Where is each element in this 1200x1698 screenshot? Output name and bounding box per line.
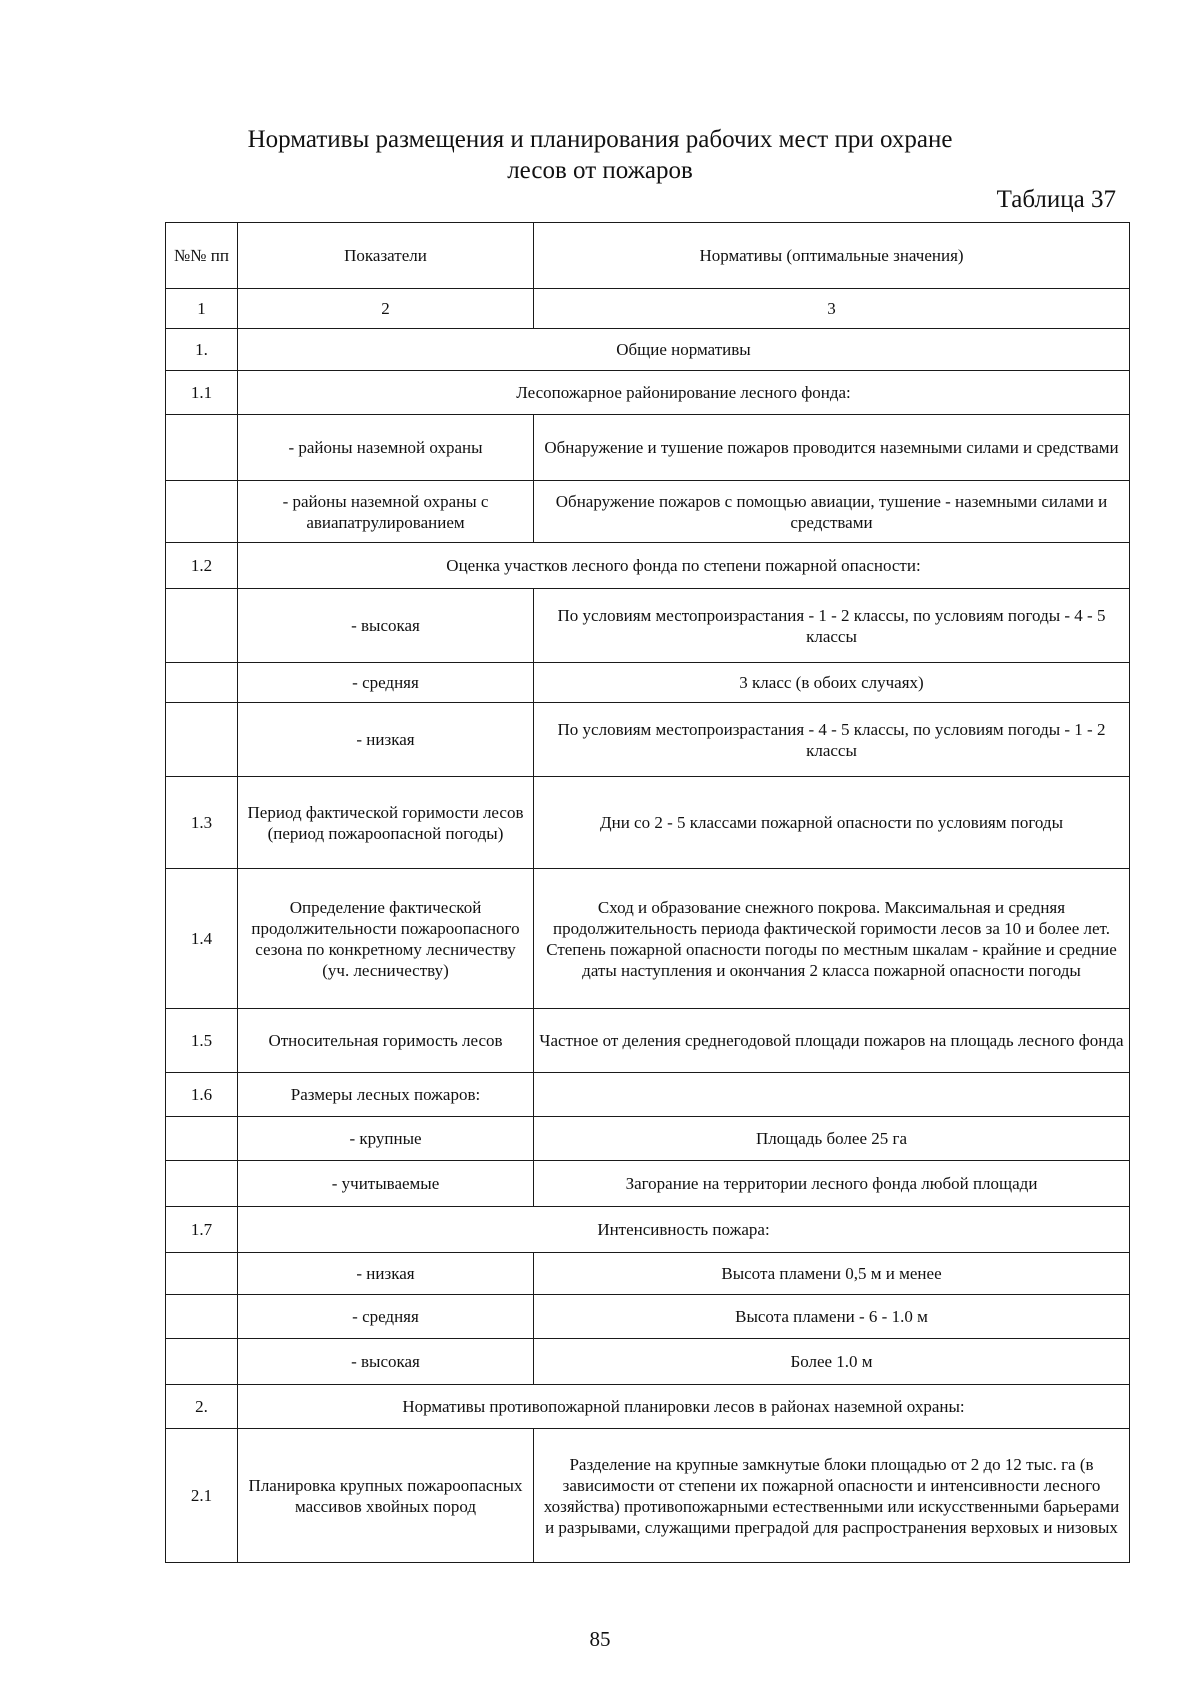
table-row — [166, 1253, 1130, 1295]
section-heading: Нормативы противопожарной планировки лесов в районах наземной охраны: — [238, 1385, 1130, 1429]
table-row — [166, 777, 1130, 869]
row-number-empty — [166, 1117, 238, 1161]
norm-cell: Разделение на крупные замкнутые блоки площадью от 2 до 12 тыс. га (в зависимости от степени их пожарной опасности и интенсивности лесного хозяйства) противопожарными естественными или искусственными барьерами и разрывами, служащими преградой для распространения верховых и низовых — [534, 1429, 1130, 1563]
indicator-cell: Планировка крупных пожароопасных массивов хвойных пород — [238, 1429, 534, 1563]
table-row — [166, 1339, 1130, 1385]
row-number: 1.4 — [166, 869, 238, 1009]
column-number: 1 — [166, 289, 238, 329]
table-row — [166, 329, 1130, 371]
table-row — [166, 481, 1130, 543]
row-number: 1.2 — [166, 543, 238, 589]
row-number-empty — [166, 703, 238, 777]
table-row — [166, 589, 1130, 663]
table-row — [166, 1429, 1130, 1563]
row-number: 2.1 — [166, 1429, 238, 1563]
norm-cell: Обнаружение пожаров с помощью авиации, тушение - наземными силами и средствами — [534, 481, 1130, 543]
title-line-2: лесов от пожаров — [507, 157, 693, 184]
row-number: 1.5 — [166, 1009, 238, 1073]
indicator-cell: - низкая — [238, 703, 534, 777]
table-number: Таблица 37 — [996, 186, 1116, 213]
indicator-cell: - высокая — [238, 589, 534, 663]
norm-cell: По условиям местопроизрастания - 1 - 2 классы, по условиям погоды - 4 - 5 классы — [534, 589, 1130, 663]
indicator-cell: Размеры лесных пожаров: — [238, 1073, 534, 1117]
indicator-cell: Определение фактической продолжительности пожароопасного сезона по конкретному лесничеству (уч. лесничеству) — [238, 869, 534, 1009]
column-number: 2 — [238, 289, 534, 329]
table-header-row — [166, 223, 1130, 289]
section-heading: Общие нормативы — [238, 329, 1130, 371]
page-title — [150, 124, 1050, 186]
table-row — [166, 1295, 1130, 1339]
row-number: 1. — [166, 329, 238, 371]
row-number: 1.6 — [166, 1073, 238, 1117]
row-number-empty — [166, 1295, 238, 1339]
row-number-empty — [166, 415, 238, 481]
header-number: №№ пп — [166, 223, 238, 289]
row-number-empty — [166, 589, 238, 663]
indicator-cell: Период фактической горимости лесов (период пожароопасной погоды) — [238, 777, 534, 869]
norm-cell: 3 класс (в обоих случаях) — [534, 663, 1130, 703]
indicator-cell: Относительная горимость лесов — [238, 1009, 534, 1073]
table-row — [166, 1117, 1130, 1161]
indicator-cell: - учитываемые — [238, 1161, 534, 1207]
norm-cell: Дни со 2 - 5 классами пожарной опасности по условиям погоды — [534, 777, 1130, 869]
norm-cell: Более 1.0 м — [534, 1339, 1130, 1385]
row-number-empty — [166, 663, 238, 703]
norm-cell: Высота пламени 0,5 м и менее — [534, 1253, 1130, 1295]
norm-cell: Высота пламени - 6 - 1.0 м — [534, 1295, 1130, 1339]
norm-cell: Загорание на территории лесного фонда любой площади — [534, 1161, 1130, 1207]
norm-cell: По условиям местопроизрастания - 4 - 5 классы, по условиям погоды - 1 - 2 классы — [534, 703, 1130, 777]
indicator-cell: - низкая — [238, 1253, 534, 1295]
table-row — [166, 1385, 1130, 1429]
indicator-cell: - высокая — [238, 1339, 534, 1385]
table-row — [166, 1073, 1130, 1117]
header-norms: Нормативы (оптимальные значения) — [534, 223, 1130, 289]
indicator-cell: - крупные — [238, 1117, 534, 1161]
row-number: 1.3 — [166, 777, 238, 869]
table-row — [166, 371, 1130, 415]
indicator-cell: - районы наземной охраны — [238, 415, 534, 481]
column-number: 3 — [534, 289, 1130, 329]
header-indicators: Показатели — [238, 223, 534, 289]
norms-table — [165, 222, 1130, 1563]
table-row — [166, 1161, 1130, 1207]
indicator-cell: - районы наземной охраны с авиапатрулированием — [238, 481, 534, 543]
table-row — [166, 869, 1130, 1009]
subsection-heading: Оценка участков лесного фонда по степени пожарной опасности: — [238, 543, 1130, 589]
row-number-empty — [166, 1253, 238, 1295]
table-row — [166, 415, 1130, 481]
row-number-empty — [166, 1161, 238, 1207]
subsection-heading: Интенсивность пожара: — [238, 1207, 1130, 1253]
norm-cell: Сход и образование снежного покрова. Максимальная и средняя продолжительность периода фактической горимости лесов за 10 и более лет. Степень пожарной опасности погоды по местным шкалам - крайние и средние даты наступления и окончания 2 класса пожарной опасности погоды — [534, 869, 1130, 1009]
row-number: 2. — [166, 1385, 238, 1429]
norm-cell-empty — [534, 1073, 1130, 1117]
norm-cell: Площадь более 25 га — [534, 1117, 1130, 1161]
table-row — [166, 663, 1130, 703]
norm-cell: Обнаружение и тушение пожаров проводится наземными силами и средствами — [534, 415, 1130, 481]
indicator-cell: - средняя — [238, 1295, 534, 1339]
row-number: 1.1 — [166, 371, 238, 415]
title-line-1: Нормативы размещения и планирования рабочих мест при охране — [247, 126, 953, 153]
indicator-cell: - средняя — [238, 663, 534, 703]
page-number: 85 — [589, 1627, 611, 1651]
table-row — [166, 1207, 1130, 1253]
norm-cell: Частное от деления среднегодовой площади пожаров на площадь лесного фонда — [534, 1009, 1130, 1073]
row-number-empty — [166, 1339, 238, 1385]
table-row — [166, 543, 1130, 589]
table-row — [166, 703, 1130, 777]
table-row — [166, 1009, 1130, 1073]
row-number: 1.7 — [166, 1207, 238, 1253]
row-number-empty — [166, 481, 238, 543]
subsection-heading: Лесопожарное районирование лесного фонда: — [238, 371, 1130, 415]
column-number-row — [166, 289, 1130, 329]
